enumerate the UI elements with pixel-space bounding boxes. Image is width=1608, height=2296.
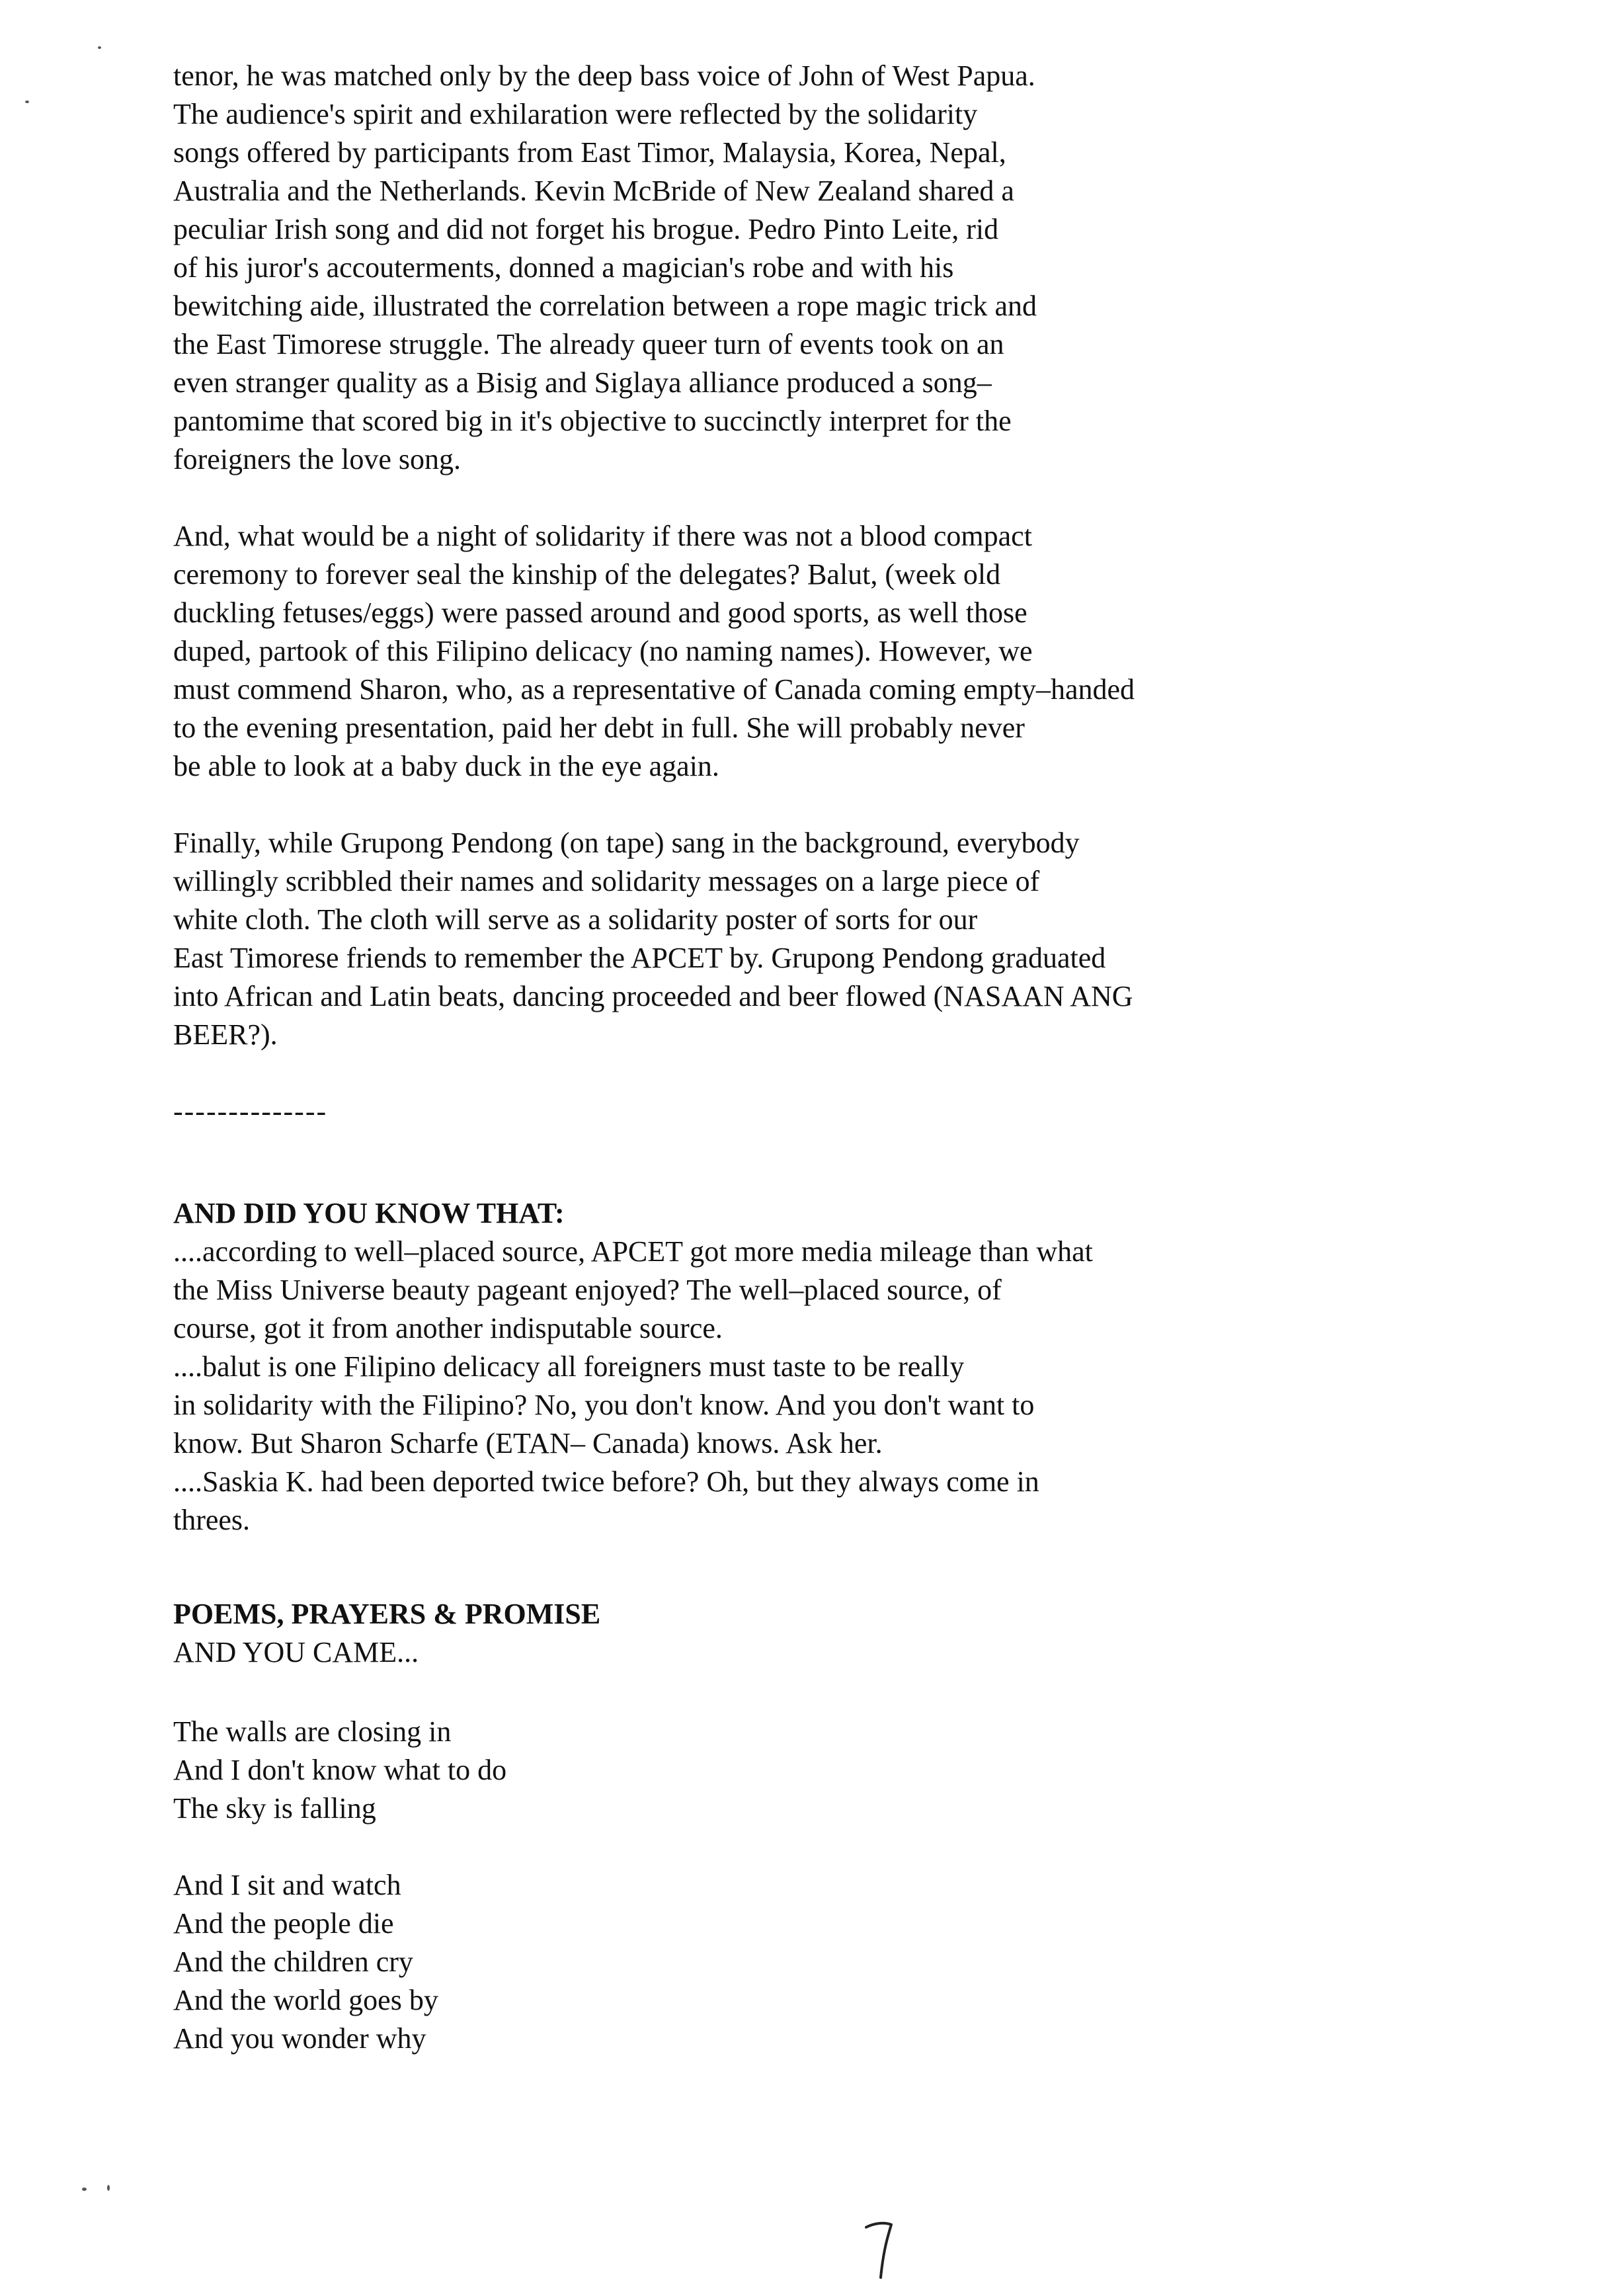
paragraph-line: to the evening presentation, paid her debt in full. She will probably never bbox=[173, 712, 1025, 744]
section-heading: POEMS, PRAYERS & PROMISE bbox=[173, 1598, 601, 1630]
poem-line: And you wonder why bbox=[173, 2022, 426, 2055]
paragraph-line: of his juror's accouterments, donned a magician's robe and with his bbox=[173, 251, 954, 284]
paragraph-line: know. But Sharon Scharfe (ETAN– Canada) knows. Ask her. bbox=[173, 1427, 883, 1459]
paragraph-line: willingly scribbled their names and solidarity messages on a large piece of bbox=[173, 865, 1040, 897]
paragraph-line: must commend Sharon, who, as a representative of Canada coming empty–handed bbox=[173, 673, 1135, 706]
scan-speck bbox=[107, 2185, 110, 2191]
paragraph-line: even stranger quality as a Bisig and Siglaya alliance produced a song– bbox=[173, 366, 992, 399]
poem-line: And the people die bbox=[173, 1907, 394, 1940]
section-heading: AND DID YOU KNOW THAT: bbox=[173, 1197, 565, 1229]
paragraph-line: And, what would be a night of solidarity if there was not a blood compact bbox=[173, 520, 1032, 552]
paragraph-line: tenor, he was matched only by the deep bass voice of John of West Papua. bbox=[173, 60, 1035, 92]
section-divider bbox=[173, 1092, 1337, 1131]
paragraph-line: The audience's spirit and exhilaration were reflected by the solidarity bbox=[173, 98, 978, 130]
poem-line: And the children cry bbox=[173, 1946, 413, 1978]
paragraph-line: course, got it from another indisputable source. bbox=[173, 1312, 723, 1344]
paragraph-line: ....Saskia K. had been deported twice before? Oh, but they always come in bbox=[173, 1465, 1039, 1498]
paragraph-line: be able to look at a baby duck in the eye again. bbox=[173, 750, 719, 782]
poem-line: And I don't know what to do bbox=[173, 1754, 507, 1786]
poem-stanza-2 bbox=[173, 1866, 1337, 2058]
paragraph-line: ....according to well–placed source, APCET got more media mileage than what bbox=[173, 1235, 1093, 1268]
paragraph-line: Finally, while Grupong Pendong (on tape) sang in the background, everybody bbox=[173, 827, 1080, 859]
paragraph-line: threes. bbox=[173, 1504, 251, 1536]
poem-line: The walls are closing in bbox=[173, 1715, 452, 1748]
paragraph-line: into African and Latin beats, dancing proceeded and beer flowed (NASAAN ANG bbox=[173, 980, 1133, 1012]
paragraph-2 bbox=[173, 517, 1337, 786]
poem-line: And the world goes by bbox=[173, 1984, 438, 2016]
paragraph-line: ....balut is one Filipino delicacy all foreigners must taste to be really bbox=[173, 1350, 965, 1383]
paragraph-1 bbox=[173, 57, 1337, 479]
paragraph-line: bewitching aide, illustrated the correlation between a rope magic trick and bbox=[173, 290, 1037, 322]
poem-stanza-1 bbox=[173, 1713, 1337, 1828]
paragraph-line: Australia and the Netherlands. Kevin McBride of New Zealand shared a bbox=[173, 175, 1014, 207]
paragraph-line: the Miss Universe beauty pageant enjoyed? The well–placed source, of bbox=[173, 1274, 1002, 1306]
divider-line: -------------- bbox=[173, 1095, 328, 1128]
poem-title: AND YOU CAME... bbox=[173, 1636, 419, 1668]
paragraph-line: pantomime that scored big in it's objective to succinctly interpret for the bbox=[173, 405, 1012, 437]
paragraph-line: East Timorese friends to remember the APCET by. Grupong Pendong graduated bbox=[173, 942, 1106, 974]
scan-speck bbox=[98, 46, 101, 49]
poem-line: The sky is falling bbox=[173, 1792, 376, 1824]
paragraph-line: in solidarity with the Filipino? No, you don't know. And you don't want to bbox=[173, 1389, 1035, 1421]
paragraph-line: songs offered by participants from East Timor, Malaysia, Korea, Nepal, bbox=[173, 136, 1006, 169]
scan-speck bbox=[82, 2188, 87, 2191]
handwritten-page-number bbox=[860, 2209, 899, 2281]
paragraph-line: BEER?). bbox=[173, 1018, 278, 1051]
paragraph-line: the East Timorese struggle. The already queer turn of events took on an bbox=[173, 328, 1004, 360]
paragraph-line: white cloth. The cloth will serve as a solidarity poster of sorts for our bbox=[173, 903, 978, 936]
paragraph-line: ceremony to forever seal the kinship of the delegates? Balut, (week old bbox=[173, 558, 1001, 591]
paragraph-line: duckling fetuses/eggs) were passed around and good sports, as well those bbox=[173, 596, 1027, 629]
scan-speck bbox=[25, 101, 29, 103]
paragraph-3 bbox=[173, 824, 1337, 1054]
paragraph-line: peculiar Irish song and did not forget his brogue. Pedro Pinto Leite, rid bbox=[173, 213, 999, 245]
paragraph-line: foreigners the love song. bbox=[173, 443, 461, 475]
poems-section bbox=[173, 1595, 1337, 1672]
did-you-know-section bbox=[173, 1194, 1337, 1539]
paragraph-line: duped, partook of this Filipino delicacy (no naming names). However, we bbox=[173, 635, 1033, 667]
poem-line: And I sit and watch bbox=[173, 1869, 401, 1901]
